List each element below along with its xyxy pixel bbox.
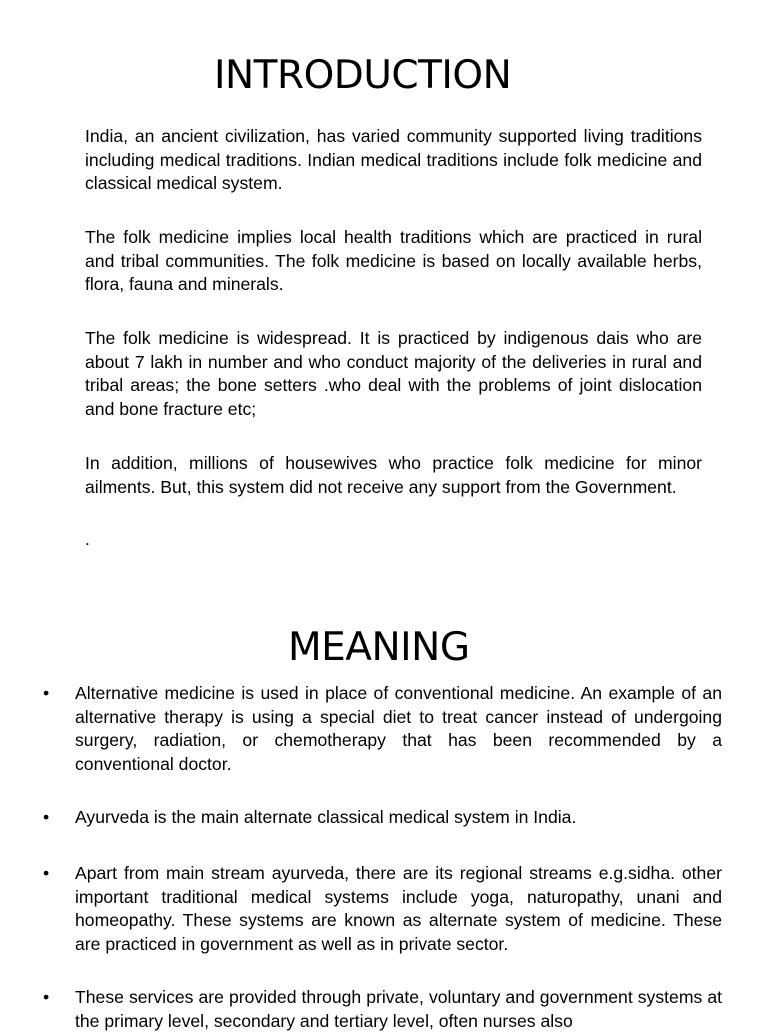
meaning-bullet-item — [43, 806, 722, 830]
intro-paragraph-3: The folk medicine is widespread. It is practiced by indigenous dais who are about 7 lakh in number and who conduct majority of the deliveries in rural and tribal areas; the bone setters .who deal with the problems of joint dislocation and bone fracture etc; — [85, 328, 702, 419]
meaning-bullet-text: These services are provided through private, voluntary and government systems at the primary level, secondary and tertiary level, often nurses also — [75, 987, 722, 1031]
intro-paragraph-2: The folk medicine implies local health traditions which are practiced in rural and tribal communities. The folk medicine is based on locally available herbs, flora, fauna and minerals. — [85, 227, 702, 294]
meaning-bullet-text: Ayurveda is the main alternate classical medical system in India. — [75, 807, 577, 827]
meaning-bullet-item — [43, 682, 722, 776]
intro-paragraph-4: In addition, millions of housewives who practice folk medicine for minor ailments. But, this system did not receive any support from the Government. — [85, 453, 702, 497]
bullet-icon: • — [43, 987, 50, 1007]
bullet-icon: • — [43, 683, 50, 703]
meaning-bullet-text: Alternative medicine is used in place of conventional medicine. An example of an alternative therapy is using a special diet to treat cancer instead of undergoing surgery, radiation, or chemotherapy that has been recommended by a conventional doctor. — [75, 683, 722, 774]
meaning-bullet-text: Apart from main stream ayurveda, there are its regional streams e.g.sidha. other important traditional medical systems include yoga, naturopathy, unani and homeopathy. These systems are known as alternate system of medicine. These are practiced in government as well as in private sector. — [75, 863, 722, 954]
bullet-icon: • — [43, 863, 50, 883]
bullet-icon: • — [43, 807, 50, 827]
meaning-bullet-item — [43, 862, 722, 956]
meaning-heading: MEANING — [288, 625, 470, 670]
intro-trailing-period: . — [85, 529, 90, 549]
meaning-bullet-item — [43, 986, 722, 1033]
intro-paragraph-1: India, an ancient civilization, has varied community supported living traditions including medical traditions. Indian medical traditions include folk medicine and classical medical system. — [85, 126, 702, 193]
introduction-heading: INTRODUCTION — [214, 53, 512, 98]
